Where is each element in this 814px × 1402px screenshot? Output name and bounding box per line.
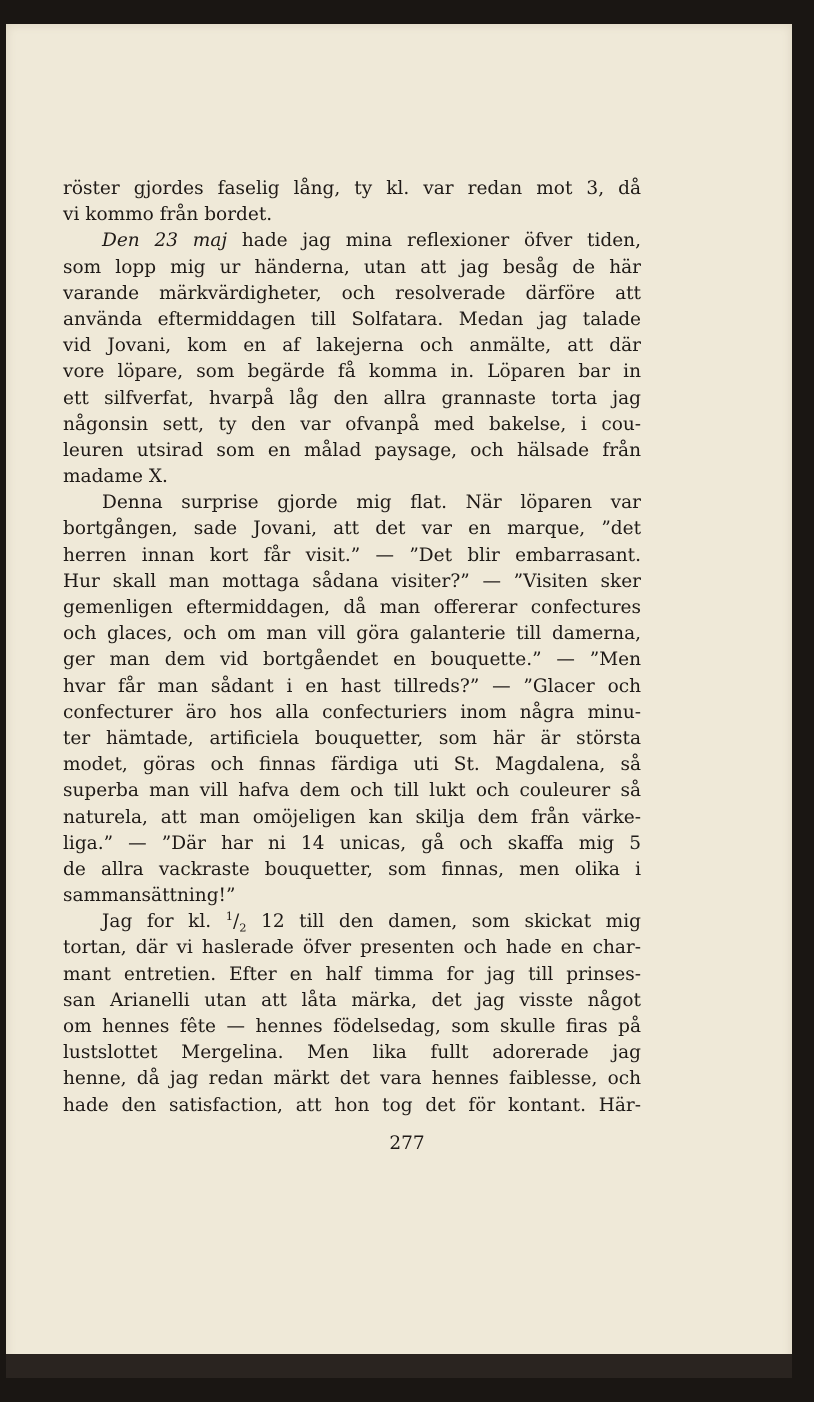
text-line: använda eftermiddagen till Solfatara. Medan jag talade bbox=[63, 308, 641, 330]
page-number: 277 bbox=[389, 1133, 425, 1154]
text-line: hvar får man sådant i en hast tillreds?” — ”Glacer och bbox=[63, 675, 641, 697]
text-line: leuren utsirad som en målad paysage, och hälsade från bbox=[63, 439, 641, 461]
text-line: och glaces, och om man vill göra galanterie till damerna, bbox=[63, 623, 641, 645]
text-line: röster gjordes faselig lång, ty kl. var redan mot 3, då bbox=[63, 178, 641, 199]
text-span: hade jag mina reflexioner öfver tiden, bbox=[227, 230, 641, 252]
text-line: ter hämtade, artificiela bouquetter, som här är största bbox=[63, 727, 641, 749]
body-text bbox=[63, 176, 641, 1119]
text-span: 12 till den damen, som skickat mig bbox=[246, 911, 641, 933]
text-line: som lopp mig ur händerna, utan att jag besåg de här bbox=[63, 256, 641, 278]
text-span: Jag for kl. bbox=[102, 911, 226, 933]
text-line: confecturer äro hos alla confecturiers inom några minu- bbox=[63, 701, 641, 723]
text-line bbox=[63, 228, 641, 254]
text-line: sammansättning!” bbox=[63, 885, 236, 907]
text-line: ger man dem vid bortgåendet en bouquette.” — ”Men bbox=[63, 649, 641, 671]
text-line: vi kommo från bordet. bbox=[63, 204, 273, 226]
text-line: vid Jovani, kom en af lakejerna och anmälte, att där bbox=[63, 335, 641, 357]
text-line: någonsin sett, ty den var ofvanpå med bakelse, i cou- bbox=[63, 413, 641, 435]
text-line: san Arianelli utan att låta märka, det jag visste något bbox=[63, 989, 641, 1011]
text-line: tortan, där vi haslerade öfver presenten och hade en char- bbox=[63, 937, 641, 959]
text-line: de allra vackraste bouquetter, som finnas, men olika i bbox=[63, 858, 641, 880]
page-bottom-edge bbox=[6, 1354, 792, 1378]
text-line: mant entretien. Efter en half timma for jag till prinses- bbox=[63, 963, 641, 985]
text-line: Hur skall man mottaga sådana visiter?” — ”Visiten sker bbox=[63, 570, 641, 592]
text-line: Denna surprise gjorde mig flat. När löparen var bbox=[102, 492, 641, 514]
text-line: bortgången, sade Jovani, att det var en marque, ”det bbox=[63, 518, 641, 540]
text-line: henne, då jag redan märkt det vara hennes faiblesse, och bbox=[63, 1068, 641, 1090]
text-line: liga.” — ”Där har ni 14 unicas, gå och skaffa mig 5 bbox=[63, 832, 641, 854]
text-line: vore löpare, som begärde få komma in. Löparen bar in bbox=[63, 361, 641, 383]
text-line: madame X. bbox=[63, 466, 168, 488]
date-heading: Den 23 maj bbox=[102, 230, 228, 252]
fraction-slash: / bbox=[233, 911, 240, 933]
fraction-numerator: 1 bbox=[225, 909, 234, 924]
text-line: ett silfverfat, hvarpå låg den allra grannaste torta jag bbox=[63, 387, 641, 409]
text-line bbox=[63, 909, 641, 935]
fraction-denominator: 2 bbox=[239, 920, 247, 935]
text-line: varande märkvärdigheter, och resolverade därföre att bbox=[63, 282, 641, 304]
text-line: gemenligen eftermiddagen, då man offererar confectures bbox=[63, 597, 641, 618]
text-line: hade den satisfaction, att hon tog det för kontant. Här- bbox=[63, 1094, 641, 1116]
text-line: naturela, att man omöjeligen kan skilja dem från värke- bbox=[63, 806, 641, 828]
text-line: modet, göras och finnas färdiga uti St. Magdalena, så bbox=[63, 754, 641, 776]
text-line: superba man vill hafva dem och till lukt och couleurer så bbox=[63, 780, 641, 802]
text-line: herren innan kort får visit.” — ”Det blir embarrasant. bbox=[63, 544, 641, 566]
text-line: lustslottet Mergelina. Men lika fullt adorerade jag bbox=[63, 1042, 641, 1064]
text-line: om hennes fête — hennes födelsedag, som skulle firas på bbox=[63, 1016, 641, 1037]
